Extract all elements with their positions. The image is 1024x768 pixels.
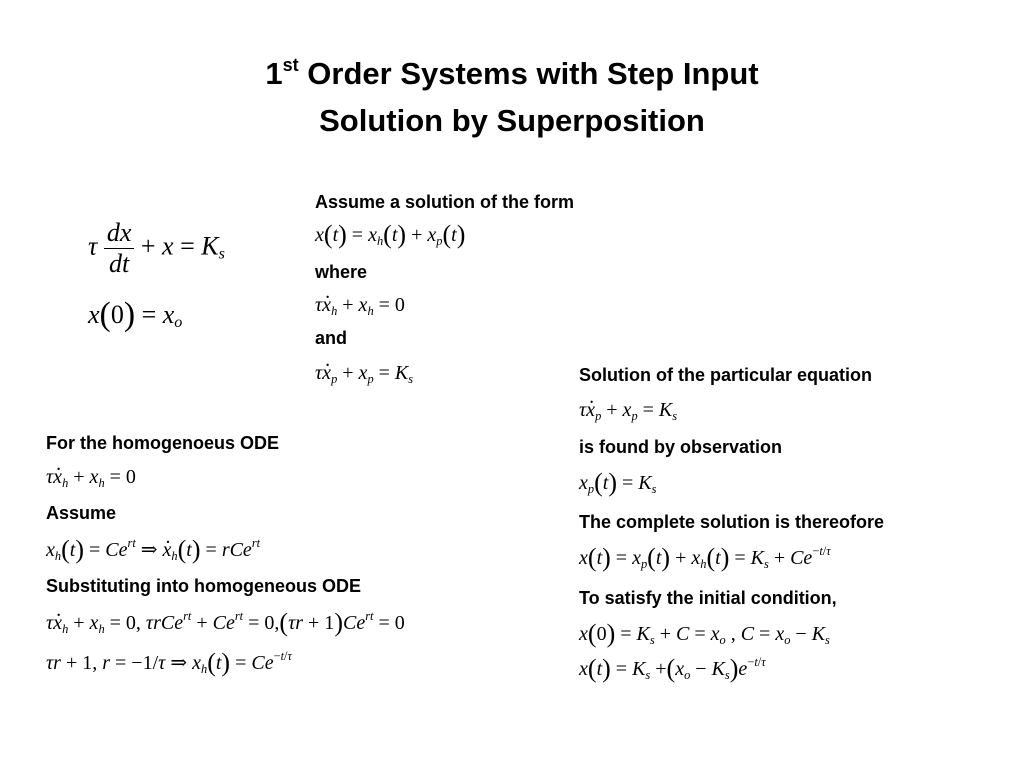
initial-condition-solve-equation: $x(0) = K_s + C = x_o$ , $C = x_o - K_s$	[579, 619, 830, 648]
final-solution-equation: $x(t) = K_s +(x_o - K_s)e^{-t/\tau}$	[579, 654, 766, 683]
particular-equation-middle: τ. $x_p + x_p = K_s$	[315, 360, 413, 386]
initial-condition-equation: $x(0) = x_o$	[88, 296, 183, 333]
ode-equation: τ $\frac{dx}{dt}$ + $x = K_s$	[88, 218, 225, 278]
assume-label: Assume	[46, 503, 117, 523]
assume-form-label: Assume a solution of the form	[315, 192, 575, 212]
characteristic-root-equation: τr + 1, r = −1/τ ⇒ $x_h(t) = Ce^{-t/\tau}$	[46, 648, 292, 677]
particular-solution-label: Solution of the particular equation	[579, 365, 873, 385]
slide-title	[0, 50, 1024, 144]
substituting-label: Substituting into homogeneous ODE	[46, 576, 361, 596]
and-label: and	[315, 328, 348, 348]
homogeneous-equation-left: τ. $x_h + x_h = 0$	[46, 464, 136, 490]
complete-solution-equation: $x(t) = x_p(t) + x_h(t) = K_s + Ce^{-t/\tau}$	[579, 543, 831, 572]
particular-equation-right: τ. $x_p + x_p = K_s$	[579, 397, 677, 423]
initial-condition-label: To satisfy the initial condition,	[579, 588, 837, 608]
homogeneous-equation-middle: τ. $x_h + x_h = 0$	[315, 292, 405, 318]
observation-label: is found by observation	[579, 437, 783, 457]
assumed-form-equation: $x_h(t) = Ce^{rt}$ ⇒ . $x_h(t) = rCe^{rt}$	[46, 537, 260, 563]
particular-solution-equation: $x_p(t) = K_s$	[579, 468, 657, 497]
substitution-equation: τ. $x_h + x_h = 0$, $\tau rCe^{rt} + Ce^{rt} = 0,(\tau r + 1)Ce^{rt} = 0$	[46, 610, 405, 636]
complete-solution-label: The complete solution is thereofore	[579, 512, 885, 532]
homogeneous-ode-label: For the homogenoeus ODE	[46, 433, 280, 453]
where-label: where	[315, 262, 368, 282]
superposition-equation: $x(t) = x_h(t) + x_p(t)$	[315, 220, 466, 249]
title-line-1: 1st Order Systems with Step Input	[265, 55, 759, 91]
title-line-2: Solution by Superposition	[319, 103, 705, 138]
